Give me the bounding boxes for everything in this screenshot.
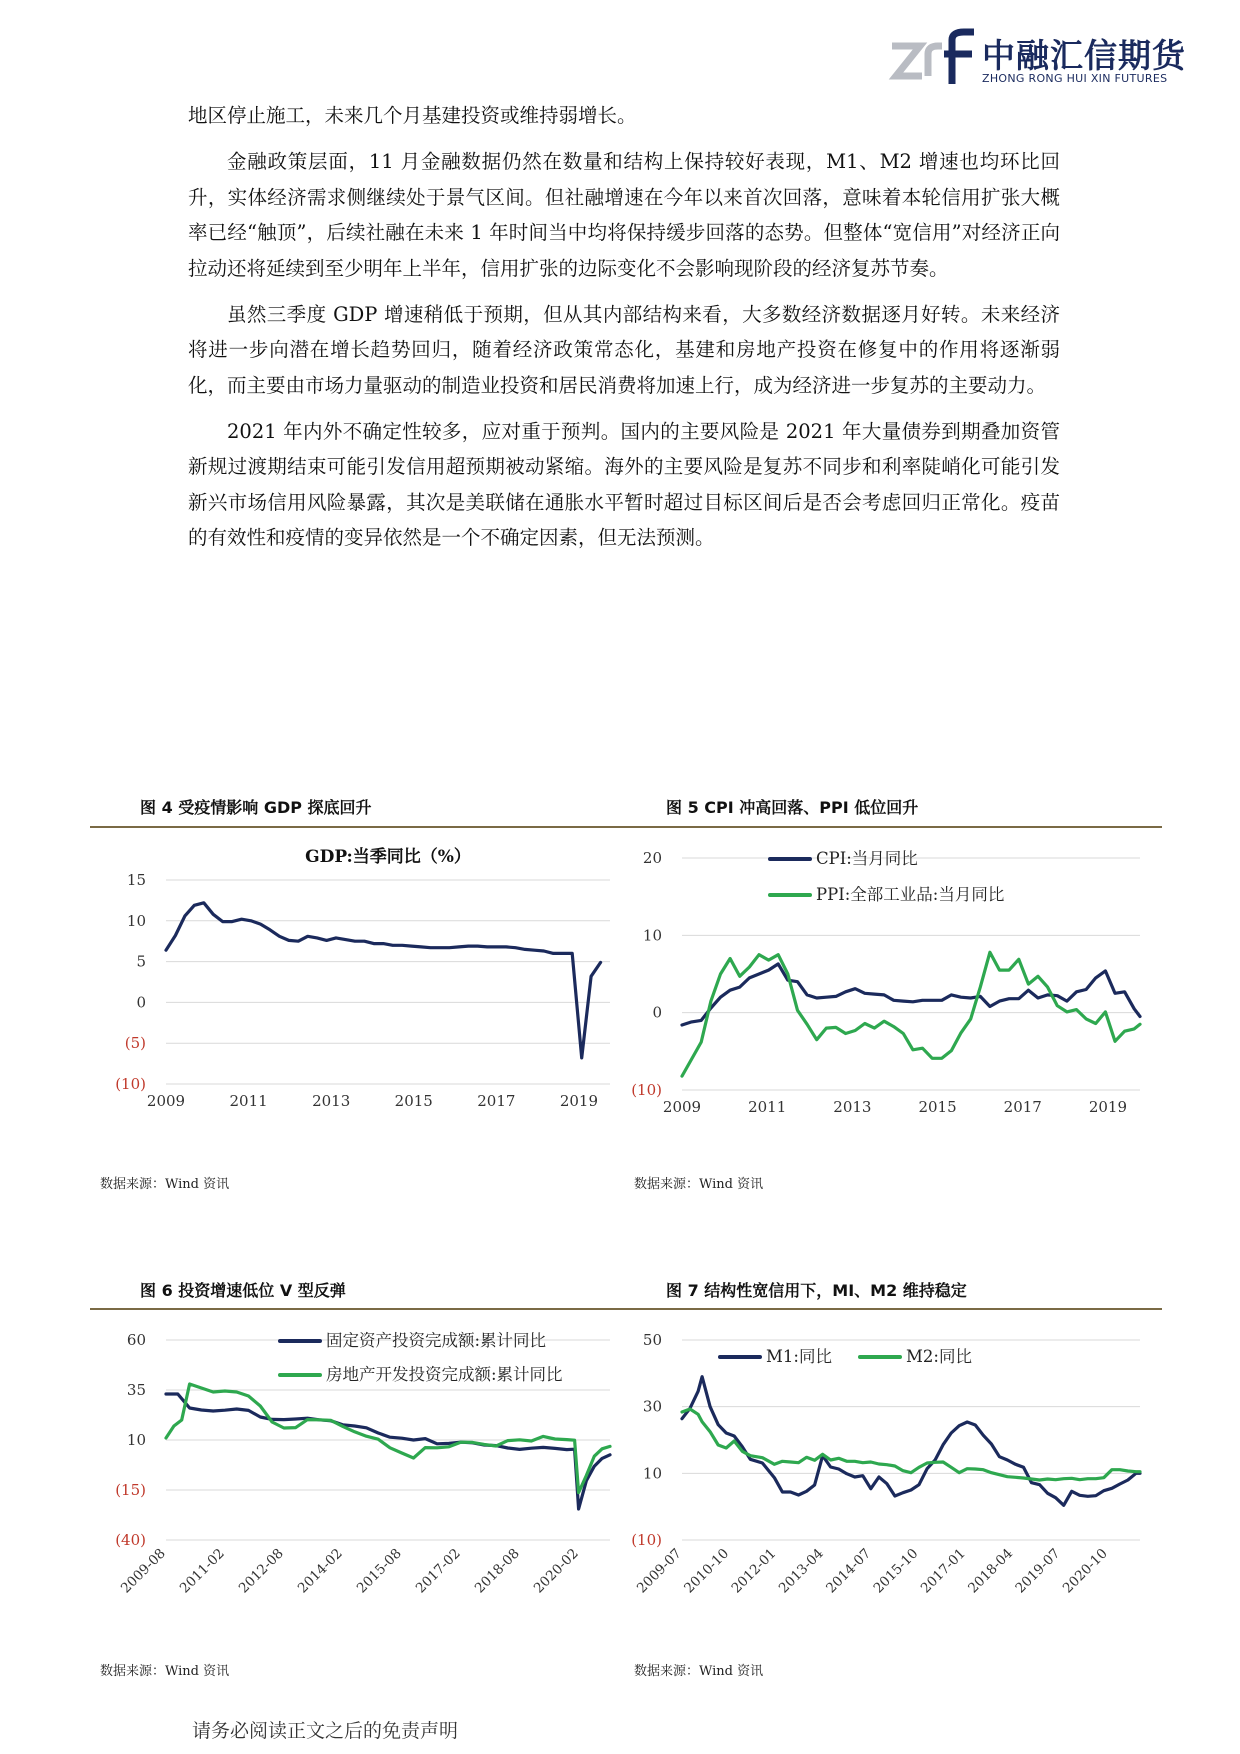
y-tick-label: 0 bbox=[136, 993, 146, 1012]
x-tick-label: 2011 bbox=[229, 1092, 268, 1110]
y-tick-label: 20 bbox=[642, 849, 662, 867]
figure-5-source: 数据来源：Wind 资讯 bbox=[634, 1177, 764, 1192]
disclaimer-footer: 请务必阅读正文之后的免责声明 bbox=[192, 1720, 459, 1742]
y-tick-label: (10) bbox=[115, 1075, 146, 1093]
y-tick-label: 30 bbox=[642, 1397, 662, 1416]
figure-5-title: 图 5 CPI 冲高回落、PPI 低位回升 bbox=[666, 798, 919, 817]
x-tick-label: 2020-10 bbox=[1059, 1545, 1111, 1597]
investment-chart-svg bbox=[100, 1322, 620, 1622]
x-tick-label: 2019 bbox=[559, 1092, 599, 1110]
x-tick-label: 2015-10 bbox=[870, 1545, 922, 1597]
paragraph: 虽然三季度 GDP 增速稍低于预期，但从其内部结构来看，大多数经济数据逐月好转。未来经济将进一步向潜在增长趋势回归，随着经济政策常态化，基建和房地产投资在修复中的作用将逐渐弱化，而主要由市场力量驱动的制造业投资和居民消费将加速上行，成为经济进一步复苏的主要动力。 bbox=[188, 302, 1060, 397]
x-tick-label: 2018-08 bbox=[471, 1545, 523, 1597]
x-tick-label: 2013 bbox=[312, 1092, 351, 1110]
series-line bbox=[166, 903, 601, 1058]
y-tick-label: 0 bbox=[652, 1003, 662, 1022]
y-tick-label: 10 bbox=[642, 1464, 662, 1483]
y-tick-label: 10 bbox=[126, 911, 146, 930]
figure-7-title: 图 7 结构性宽信用下，MI、M2 维持稳定 bbox=[666, 1281, 967, 1300]
x-tick-label: 2017-01 bbox=[917, 1545, 969, 1597]
x-tick-label: 2013 bbox=[833, 1098, 872, 1116]
cpi-ppi-chart bbox=[620, 840, 1160, 1150]
x-tick-label: 2009 bbox=[662, 1098, 702, 1116]
gdp-chart bbox=[100, 840, 620, 1140]
x-tick-label: 2020-02 bbox=[530, 1545, 582, 1597]
money-supply-chart-svg bbox=[620, 1322, 1160, 1622]
x-tick-label: 2018-04 bbox=[965, 1545, 1017, 1597]
x-tick-label: 2009-08 bbox=[117, 1545, 169, 1597]
legend-label: 房地产开发投资完成额:累计同比 bbox=[326, 1365, 563, 1384]
x-tick-label: 2011-02 bbox=[176, 1545, 228, 1597]
x-tick-label: 2019 bbox=[1088, 1098, 1128, 1116]
legend-label: 固定资产投资完成额:累计同比 bbox=[326, 1331, 547, 1350]
figure-4-title: 图 4 受疫情影响 GDP 探底回升 bbox=[140, 798, 372, 817]
x-tick-label: 2017 bbox=[477, 1092, 516, 1110]
figure-divider bbox=[90, 1308, 1162, 1310]
x-tick-label: 2019-07 bbox=[1012, 1545, 1064, 1597]
logo-chinese-name: 中融汇信期货 bbox=[982, 36, 1186, 75]
paragraph: 地区停止施工，未来几个月基建投资或维持弱增长。 bbox=[188, 104, 637, 127]
legend-label: M1:同比 bbox=[766, 1347, 832, 1366]
y-tick-label: 15 bbox=[126, 871, 146, 889]
y-tick-label: 35 bbox=[126, 1381, 146, 1399]
x-tick-label: 2015 bbox=[394, 1092, 433, 1110]
x-tick-label: 2011 bbox=[748, 1098, 787, 1116]
y-tick-label: (10) bbox=[631, 1531, 662, 1549]
x-tick-label: 2009 bbox=[146, 1092, 186, 1110]
figure-7-source: 数据来源：Wind 资讯 bbox=[634, 1664, 764, 1679]
series-line bbox=[682, 1409, 1140, 1480]
gdp-chart-svg bbox=[100, 840, 620, 1140]
body-text bbox=[188, 98, 1060, 566]
y-tick-label: (40) bbox=[115, 1531, 146, 1549]
series-line bbox=[682, 1377, 1140, 1506]
paragraph: 2021 年内外不确定性较多，应对重于预判。国内的主要风险是 2021 年大量债券到期叠加资管新规过渡期结束可能引发信用超预期被动紧缩。海外的主要风险是复苏不同步和利率陡峭化可能引发新兴市场信用风险暴露，其次是美联储在通胀水平暂时超过目标区间后是否会考虑回归正常化。疫苗的有效性和疫情的变异依然是一个不确定因素，但无法预测。 bbox=[188, 419, 1060, 549]
series-line bbox=[682, 964, 1140, 1025]
x-tick-label: 2015-08 bbox=[353, 1545, 405, 1597]
legend-label: M2:同比 bbox=[906, 1347, 972, 1366]
y-tick-label: (5) bbox=[124, 1034, 146, 1053]
x-tick-label: 2017 bbox=[1003, 1098, 1042, 1116]
x-tick-label: 2014-02 bbox=[294, 1545, 346, 1597]
x-tick-label: 2017-02 bbox=[412, 1545, 464, 1597]
x-tick-label: 2013-04 bbox=[775, 1545, 827, 1597]
x-tick-label: 2010-10 bbox=[681, 1545, 733, 1597]
money-supply-chart bbox=[620, 1322, 1160, 1622]
chart-title: GDP:当季同比（%） bbox=[305, 847, 471, 867]
x-tick-label: 2015 bbox=[918, 1098, 957, 1116]
y-tick-label: 10 bbox=[642, 926, 662, 945]
figure-6-source: 数据来源：Wind 资讯 bbox=[100, 1664, 230, 1679]
x-tick-label: 2012-08 bbox=[235, 1545, 287, 1597]
y-tick-label: 50 bbox=[642, 1331, 662, 1349]
y-tick-label: 60 bbox=[126, 1331, 146, 1349]
cpi-ppi-chart-svg bbox=[620, 840, 1160, 1150]
legend-label: CPI:当月同比 bbox=[816, 849, 918, 868]
figure-divider bbox=[90, 826, 1162, 828]
legend-label: PPI:全部工业品:当月同比 bbox=[816, 885, 1005, 904]
company-logo bbox=[886, 28, 1186, 92]
y-tick-label: (15) bbox=[115, 1481, 146, 1499]
series-line bbox=[682, 952, 1140, 1076]
x-tick-label: 2012-01 bbox=[728, 1545, 780, 1597]
investment-chart bbox=[100, 1322, 620, 1622]
y-tick-label: 10 bbox=[126, 1431, 146, 1449]
figure-4-source: 数据来源：Wind 资讯 bbox=[100, 1177, 230, 1192]
y-tick-label: 5 bbox=[136, 952, 146, 971]
zrf-logo-mark bbox=[886, 28, 978, 92]
series-line bbox=[166, 1394, 610, 1509]
y-tick-label: (10) bbox=[631, 1081, 662, 1099]
x-tick-label: 2009-07 bbox=[633, 1545, 685, 1597]
series-line bbox=[166, 1384, 610, 1493]
figure-6-title: 图 6 投资增速低位 V 型反弹 bbox=[140, 1281, 346, 1300]
logo-english-name: ZHONG RONG HUI XIN FUTURES bbox=[982, 72, 1168, 85]
paragraph: 金融政策层面，11 月金融数据仍然在数量和结构上保持较好表现，M1、M2 增速也均环比回升，实体经济需求侧继续处于景气区间。但社融增速在今年以来首次回落，意味着本轮信用扩张大概率已经“触顶”，后续社融在未来 1 年时间当中均将保持缓步回落的态势。但整体“宽信用”对经济正向拉动还将延续到至少明年上半年，信用扩张的边际变化不会影响现阶段的经济复苏节奏。 bbox=[188, 150, 1060, 280]
x-tick-label: 2014-07 bbox=[823, 1545, 875, 1597]
